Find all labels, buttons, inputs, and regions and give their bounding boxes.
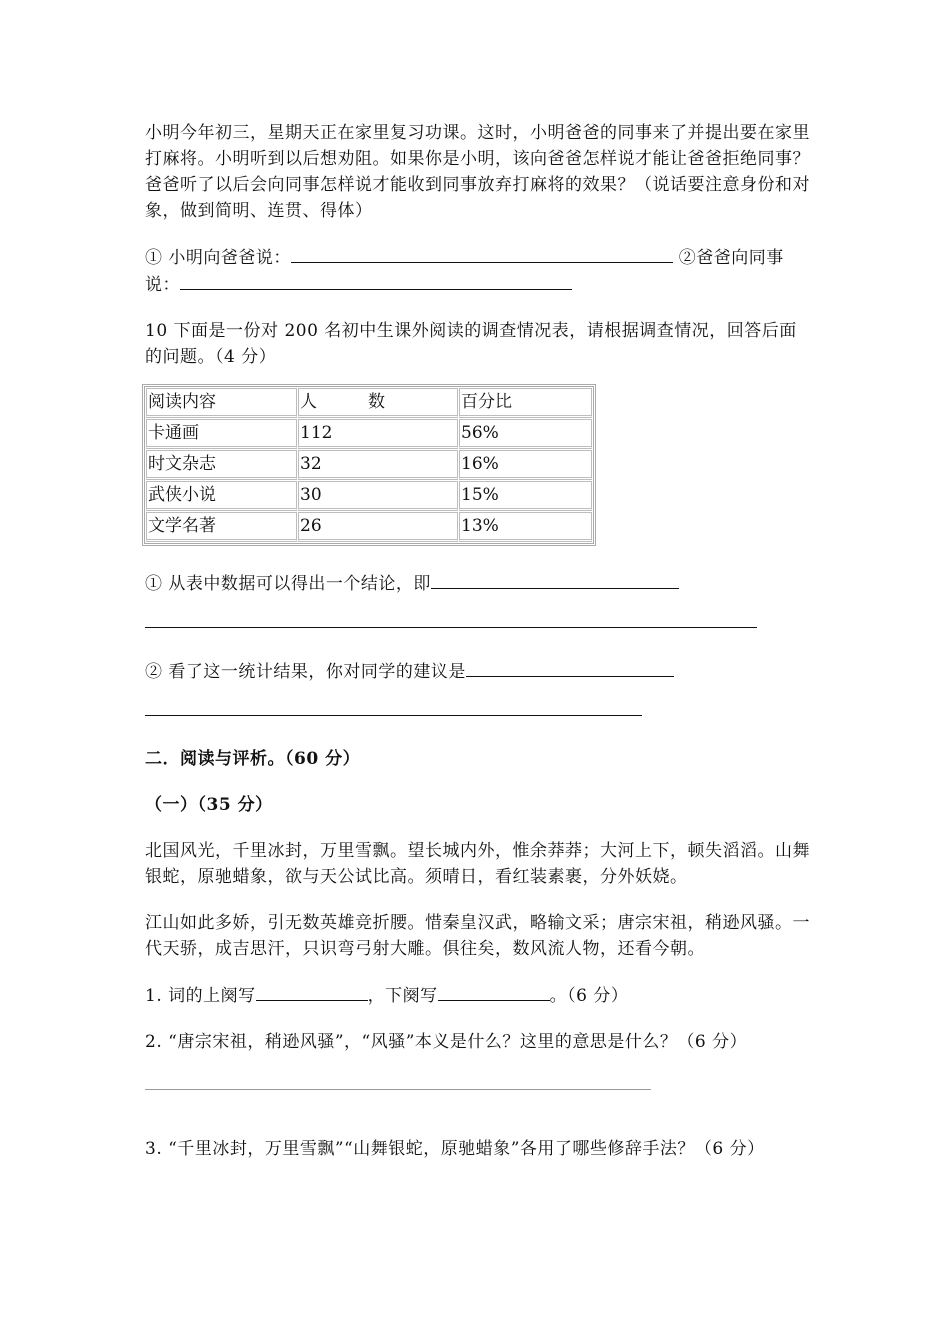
table-row	[146, 481, 592, 511]
answer-line-9[interactable]	[145, 1089, 651, 1090]
table-cell: 16%	[459, 450, 592, 480]
table-header-cell: 人 数	[298, 388, 458, 418]
table-cell: 30	[298, 481, 458, 511]
table-cell: 武侠小说	[146, 481, 297, 511]
table-cell: 时文杂志	[146, 450, 297, 480]
table-header-cell: 阅读内容	[146, 388, 297, 418]
poem-paragraph-2: 江山如此多娇，引无数英雄竞折腰。惜秦皇汉武，略输文采；唐宗宋祖，稍逊风骚。一代天骄，成吉思汗，只识弯弓射大雕。俱往矣，数风流人物，还看今朝。	[145, 913, 810, 959]
answer-line-4[interactable]	[145, 627, 757, 628]
poem-paragraph-1: 北国风光，千里冰封，万里雪飘。望长城内外，惟余莽莽；大河上下，顿失滔滔。山舞银蛇，原驰蜡象，欲与天公试比高。须晴日，看红装素裹，分外妖娆。	[145, 841, 810, 887]
question-3: 3. “千里冰封，万里雪飘”“山舞银蛇，原驰蜡象”各用了哪些修辞手法？（6 分）	[145, 1139, 765, 1159]
q10-sub1	[145, 570, 810, 597]
question-1-b: ，下阕写	[367, 986, 438, 1006]
answer-blank-2[interactable]	[180, 271, 572, 290]
scenario-question: 小明今年初三，星期天正在家里复习功课。这时，小明爸爸的同事来了并提出要在家里打麻将。小明听到以后想劝阻。如果你是小明，该向爸爸怎样说才能让爸爸拒绝同事？爸爸听了以后会向同事怎样说才能收到同事放弃打麻将的效果？（说话要注意身份和对象，做到简明、连贯、得体）	[145, 123, 810, 221]
scenario-answer-lines	[145, 244, 810, 298]
answer-line-6[interactable]	[145, 715, 642, 716]
question-2: 2. “唐宗宋祖，稍逊风骚”，“风骚”本义是什么？这里的意思是什么？（6 分）	[145, 1032, 748, 1052]
document-page	[145, 120, 810, 1162]
answer-blank-3[interactable]	[431, 570, 679, 589]
table-cell: 15%	[459, 481, 592, 511]
section-title: 二．阅读与评析。（60 分）	[145, 749, 361, 769]
q10-sub2-label: ② 看了这一统计结果，你对同学的建议是	[145, 662, 466, 682]
part-title: （一）（35 分）	[145, 795, 273, 815]
q10-sub2	[145, 658, 810, 685]
q10-prompt: 10 下面是一份对 200 名初中生课外阅读的调查情况表，请根据调查情况，回答后面的问题。（4 分）	[145, 321, 797, 367]
survey-table	[142, 384, 596, 546]
prompt-dad-say: 说：	[145, 275, 180, 295]
table-header-cell: 百分比	[459, 388, 592, 418]
answer-blank-1[interactable]	[291, 244, 673, 263]
table-cell: 13%	[459, 512, 592, 542]
table-header-row	[146, 388, 592, 418]
question-1	[145, 982, 810, 1009]
table-row	[146, 450, 592, 480]
answer-blank-5[interactable]	[466, 658, 674, 677]
q10-sub1-label: ① 从表中数据可以得出一个结论，即	[145, 574, 431, 594]
table-cell: 文学名著	[146, 512, 297, 542]
table-cell: 26	[298, 512, 458, 542]
table-cell: 56%	[459, 419, 592, 449]
prompt-xiaoming: ① 小明向爸爸说：	[145, 248, 291, 268]
table-row	[146, 512, 592, 542]
table-cell: 112	[298, 419, 458, 449]
table-row	[146, 419, 592, 449]
answer-blank-8[interactable]	[438, 982, 550, 1001]
question-1-c: 。（6 分）	[549, 986, 629, 1006]
prompt-dad: ②爸爸向同事	[672, 248, 784, 268]
answer-blank-7[interactable]	[256, 982, 368, 1001]
table-cell: 卡通画	[146, 419, 297, 449]
question-1-a: 1. 词的上阕写	[145, 986, 256, 1006]
table-cell: 32	[298, 450, 458, 480]
